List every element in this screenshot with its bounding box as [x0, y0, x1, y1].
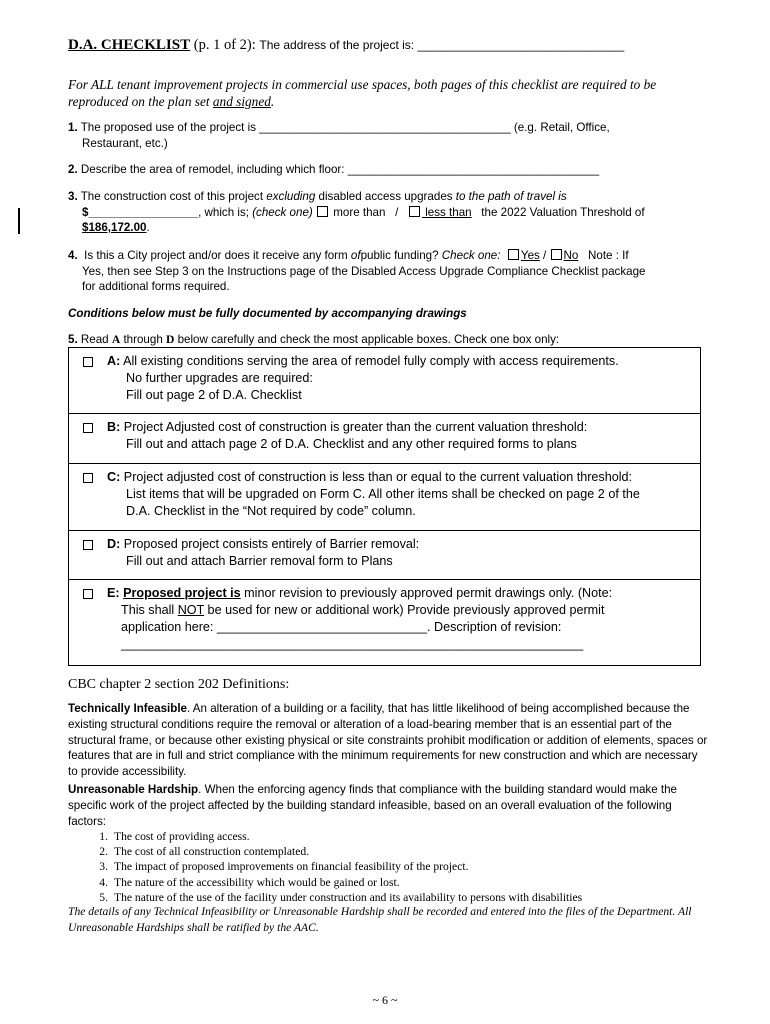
option-row-b [69, 414, 700, 464]
option-a-line3: Fill out page 2 of D.A. Checklist [126, 388, 302, 402]
q4-text-2: public funding? [360, 249, 442, 262]
list-item [68, 829, 582, 844]
option-d-line1: Proposed project consists entirely of Barrier removal: [123, 537, 420, 551]
q3-excluding: excluding [266, 190, 316, 203]
option-c [83, 469, 640, 520]
q3-end: . [146, 221, 150, 235]
definition-text: . When the enforcing agency finds that compliance with the building standard would make the specific work of the project affected by the building standard infeasible, based on an overall evaluation of the following factors: [68, 783, 678, 828]
q5-instructions: below carefully and check the most applicable boxes. Check one box only: [174, 333, 560, 346]
q5-through: through [120, 333, 166, 346]
option-a [83, 353, 619, 404]
q3-separator: / [395, 205, 399, 219]
option-b [83, 419, 587, 453]
list-item [68, 875, 582, 890]
list-item [68, 859, 582, 874]
q3-text-2: disabled access upgrades [315, 190, 456, 203]
q4-check-one: Check one: [441, 249, 501, 262]
question-1-line2: Restaurant, etc.) [82, 136, 168, 150]
page-number: ~ 6 ~ [372, 993, 398, 1007]
option-key: B: [107, 420, 121, 434]
question-1 [68, 120, 708, 151]
option-row-a [69, 348, 700, 414]
list-text: The nature of the accessibility which would be gained or lost. [114, 875, 400, 889]
definition-text: . An alteration of a building or a facility, that has little likelihood of being accomplished because the existing structural conditions require the removal or alteration of a load-bearing member that is an essential part of the structural frame, or because other existing physical or site constraints prohibit modification or addition of elements, spaces or features that are in full and strict compliance with the minimum requirements for new construction and which are necessary to provide accessibility. [68, 702, 708, 779]
list-number: 4. [99, 875, 108, 889]
option-e [83, 585, 612, 653]
option-b-line2: Fill out and attach page 2 of D.A. Checklist and any other required forms to plans [126, 437, 577, 451]
question-number: 4. [68, 249, 78, 262]
option-d-checkbox[interactable] [83, 540, 93, 550]
list-number: 2. [99, 845, 108, 859]
question-number: 2. [68, 163, 78, 176]
option-a-line2: No further upgrades are required: [126, 371, 313, 385]
definition-term: Unreasonable Hardship [68, 783, 199, 796]
no-checkbox[interactable] [551, 249, 562, 260]
option-key: C: [107, 470, 121, 484]
question-4: 4. Is this a City project and/or does it receive any form ofpublic funding? Check one: Yes / No Note : If Yes, then see Step 3 on the Instructions page of the Disabled Access Upgrade Compliance Checklist package for additional forms required. [68, 248, 708, 295]
list-text: The cost of providing access. [114, 830, 250, 843]
option-c-checkbox[interactable] [83, 473, 93, 483]
intro-end: . [270, 93, 275, 109]
list-text: The nature of the use of the facility under construction and its availability to persons with disabilities [114, 890, 583, 904]
option-c-line2: List items that will be upgraded on Form C. All other items shall be checked on page 2 of the [126, 487, 640, 501]
question-3 [68, 189, 708, 236]
definition-technically-infeasible [68, 701, 708, 780]
question-number: 3. [68, 190, 78, 203]
option-b-line1: Project Adjusted cost of construction is greater than the current valuation threshold: [123, 420, 588, 434]
options-table [68, 347, 701, 666]
more-than-checkbox[interactable] [317, 206, 328, 217]
question-2 [68, 162, 708, 178]
option-e-not: NOT [177, 603, 205, 617]
option-e-line2a: This shall [121, 603, 178, 617]
list-item [68, 890, 582, 905]
q5-a: A [111, 333, 121, 346]
list-number: 1. [99, 830, 108, 843]
option-d-line2: Fill out and attach Barrier removal form to Plans [126, 554, 393, 568]
q3-check-one: (check one) [252, 205, 313, 219]
intro-paragraph [68, 77, 708, 110]
option-row-d [69, 531, 700, 580]
option-key: E: [107, 586, 120, 600]
question-number: 1. [68, 121, 78, 134]
remodel-area-field[interactable]: Describe the area of remodel, including which floor: _______________________________________ [80, 163, 600, 176]
option-a-line1: All existing conditions serving the area of remodel fully comply with access requirements. [123, 354, 619, 368]
option-e-line2b: be used for new or additional work) Provide previously approved permit [204, 603, 605, 617]
option-e-underlined: Proposed project is [123, 586, 241, 600]
intro-emphasis: and signed [212, 93, 271, 109]
q5-text: Read [80, 333, 112, 346]
option-row-c [69, 464, 700, 531]
q5-d: D [165, 333, 175, 346]
question-number: 5. [68, 333, 78, 346]
option-c-line1: Project adjusted cost of construction is less than or equal to the current valuation threshold: [123, 470, 633, 484]
list-number: 3. [99, 860, 108, 874]
option-d [83, 536, 419, 570]
permit-application-field[interactable]: application here: ______________________________. Description of revision: [121, 620, 562, 634]
intro-text: For ALL tenant improvement projects in commercial use spaces, both pages of this checklist are required to be reproduced on the plan set [68, 77, 657, 109]
q3-path-of-travel: to the path of travel is [455, 190, 567, 203]
no-label: No [563, 249, 579, 262]
q3-threshold-text: the 2022 Valuation Threshold of [481, 205, 645, 219]
conditions-heading: Conditions below must be fully documented by accompanying drawings [68, 307, 467, 320]
checklist-title: D.A. CHECKLIST [68, 37, 191, 53]
q4-text: Is this a City project and/or does it receive any form [84, 249, 351, 262]
hardship-factors-list [68, 829, 582, 905]
option-e-checkbox[interactable] [83, 589, 93, 599]
address-field[interactable]: The address of the project is: _______________________________ [259, 38, 625, 52]
list-text: The cost of all construction contemplated. [114, 845, 310, 859]
yes-label: Yes [520, 249, 540, 262]
revision-description-field[interactable]: __________________________________________________________________ [121, 637, 584, 651]
cbc-definitions-heading: CBC chapter 2 section 202 Definitions: [68, 677, 290, 692]
less-than-label: less than [422, 205, 472, 219]
list-text: The impact of proposed improvements on financial feasibility of the project. [114, 860, 469, 874]
option-c-line3: D.A. Checklist in the “Not required by code” column. [126, 504, 416, 518]
q4-line3: for additional forms required. [82, 280, 230, 294]
proposed-use-field[interactable]: The proposed use of the project is _______________________________________ (e.g. Retail, Office, [80, 121, 610, 134]
construction-cost-field[interactable]: $_________________ [82, 205, 199, 219]
option-b-checkbox[interactable] [83, 423, 93, 433]
q3-text: The construction cost of this project [80, 190, 267, 203]
page-header [68, 37, 624, 54]
option-row-e [69, 580, 700, 665]
option-key: D: [107, 537, 121, 551]
list-item [68, 844, 582, 859]
margin-change-bar [18, 208, 20, 234]
option-key: A: [107, 354, 121, 368]
q3-which-is: , which is; [198, 205, 253, 219]
more-than-label: more than [330, 205, 386, 219]
page-indicator: (p. 1 of 2): [193, 37, 256, 53]
less-than-checkbox[interactable] [409, 206, 420, 217]
q4-note: Note : If [588, 249, 629, 262]
q4-of: of [350, 249, 361, 262]
closing-note: The details of any Technical Infeasibility or Unreasonable Hardship shall be recorded and entered into the files of the Department. All Unreasonable Hardships shall be ratified by the AAC. [68, 905, 692, 934]
q4-line2: Yes, then see Step 3 on the Instructions page of the Disabled Access Upgrade Compliance Checklist package [82, 264, 646, 278]
definition-unreasonable-hardship [68, 782, 708, 829]
valuation-threshold-amount: $186,172.00 [82, 221, 147, 235]
option-a-checkbox[interactable] [83, 357, 93, 367]
question-5 [68, 332, 708, 348]
yes-checkbox[interactable] [508, 249, 519, 260]
definition-term: Technically Infeasible [68, 702, 187, 715]
list-number: 5. [99, 890, 108, 904]
option-e-line1: minor revision to previously approved permit drawings only. (Note: [240, 586, 613, 600]
